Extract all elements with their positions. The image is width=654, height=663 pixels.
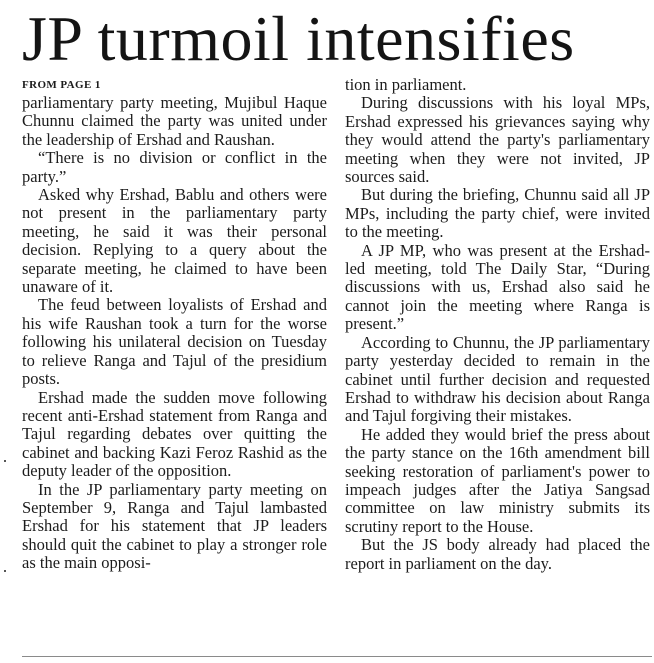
paragraph: The feud between loyalists of Ershad and his wife Raushan took a turn for the worse following his unilateral decision on Tuesday to relieve Ranga and Tajul of the presidium posts. [22,295,327,389]
continuation-kicker: FROM PAGE 1 [22,79,101,91]
article-column-left [22,76,327,573]
paragraph: But during the briefing, Chunnu said all JP MPs, including the party chief, were invited to the meeting. [345,185,650,242]
paragraph: He added they would brief the press about the party stance on the 16th amendment bill seeking restoration of parliament's power to impeach judges after the Jatiya Sangsad committee on law ministry submits its scrutiny report to the House. [345,424,650,536]
article-column-right [345,76,650,573]
paragraph: According to Chunnu, the JP parliamentary party yesterday decided to remain in the cabinet until further decision and requested Ershad to withdraw his decision about Ranga and Tajul forgiving their mistakes. [345,332,650,426]
paragraph: Asked why Ershad, Bablu and others were not present in the parliamentary party meeting, he said it was their personal decision. Replying to a query about the separate meeting, he claimed to have been unaware of it. [22,185,327,297]
paragraph: During discussions with his loyal MPs, Ershad expressed his grievances saying why they would attend the party's parliamentary meeting when they were not invited, JP sources said. [345,93,650,187]
paragraph: But the JS body already had placed the report in parliament on the day. [345,535,650,573]
margin-mark [4,460,6,462]
paragraph: parliamentary party meeting, Mujibul Haque Chunnu claimed the party was united under the leadership of Ershad and Raushan. [22,93,327,149]
paragraph: “There is no division or conflict in the party.” [22,148,327,186]
paragraph: Ershad made the sudden move following recent anti-Ershad statement from Ranga and Tajul regarding debates over quitting the cabinet and backing Kazi Feroz Rashid as the deputy leader of the opposition. [22,387,327,481]
headline: JP turmoil intensifies [22,3,575,74]
margin-mark [4,570,6,572]
bottom-rule [22,656,652,657]
paragraph: tion in parliament. [345,75,467,94]
paragraph: In the JP parliamentary party meeting on September 9, Ranga and Tajul lambasted Ershad for his statement that JP leaders should quit the cabinet to play a stronger role as the main opposi- [22,479,327,573]
paragraph: A JP MP, who was present at the Ershad-led meeting, told The Daily Star, “During discussions with us, Ershad also said he cannot join the meeting where Ranga is present.” [345,240,650,334]
